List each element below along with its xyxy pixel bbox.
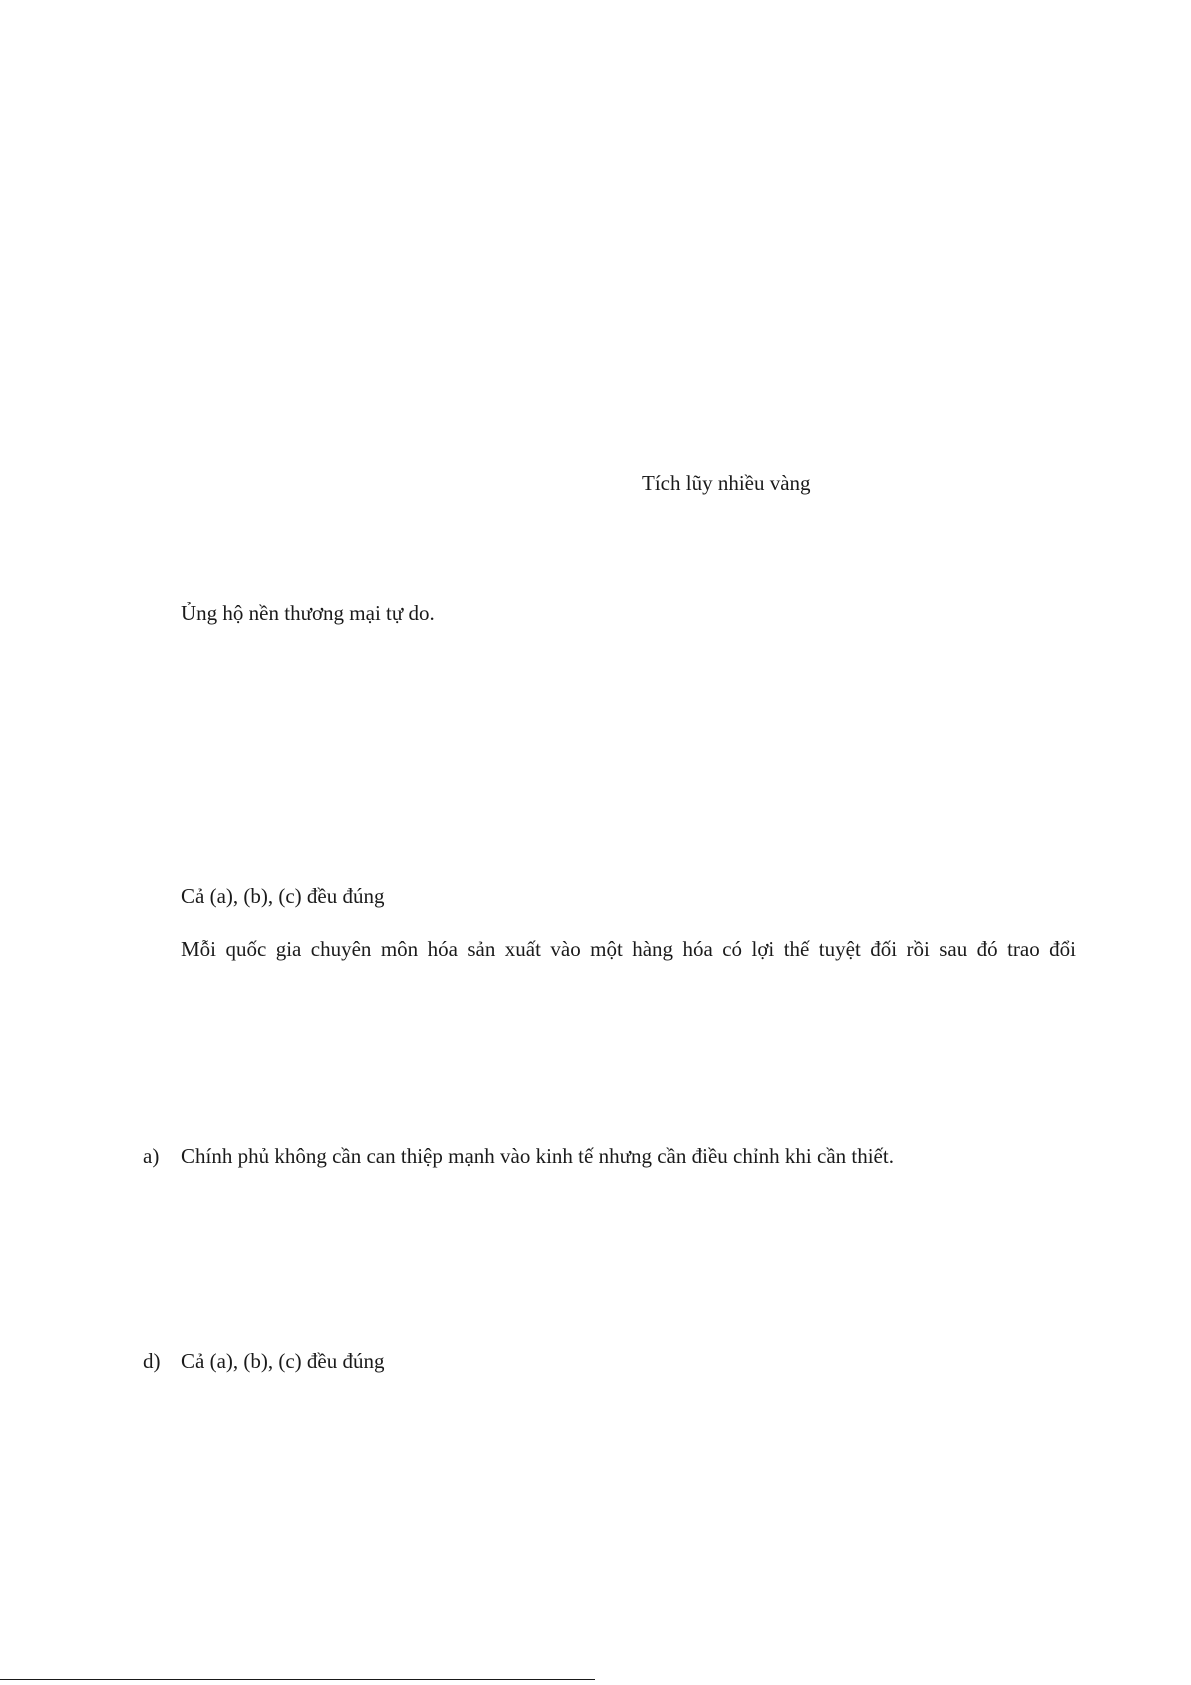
- option-support-free-trade: Ủng hộ nền thương mại tự do.: [181, 601, 435, 625]
- option-all-correct: Cả (a), (b), (c) đều đúng: [181, 884, 385, 908]
- option-marker-a: a): [143, 1144, 160, 1168]
- option-specialization: Mỗi quốc gia chuyên môn hóa sản xuất vào một hàng hóa có lợi thế tuyệt đối rồi sau đó trao đổi: [181, 937, 1076, 961]
- option-marker-d: d): [143, 1349, 161, 1373]
- footer-rule: [0, 1679, 595, 1680]
- option-government-intervention: Chính phủ không cần can thiệp mạnh vào kinh tế nhưng cần điều chỉnh khi cần thiết.: [181, 1144, 894, 1168]
- option-all-correct-d: Cả (a), (b), (c) đều đúng: [181, 1349, 385, 1373]
- option-accumulate-gold: Tích lũy nhiều vàng: [642, 471, 811, 495]
